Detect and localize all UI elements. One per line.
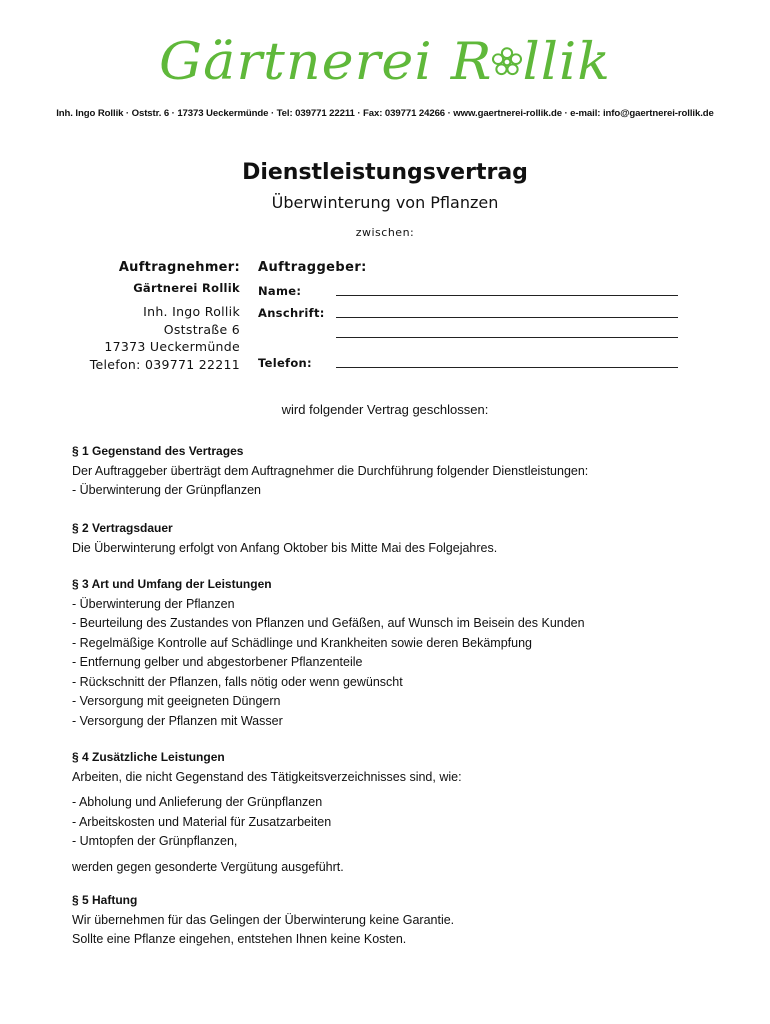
section-1 bbox=[72, 442, 712, 501]
list-item: - Rückschnitt der Pflanzen, falls nötig oder wenn gewünscht bbox=[72, 674, 403, 689]
section-title: § 3 Art und Umfang der Leistungen bbox=[72, 577, 272, 591]
client-name-field[interactable] bbox=[336, 295, 678, 296]
section-3 bbox=[72, 575, 712, 731]
list-item: - Abholung und Anlieferung der Grünpflanzen bbox=[72, 795, 323, 809]
document-title: Dienstleistungsvertrag bbox=[242, 160, 528, 185]
list-item: - Beurteilung des Zustandes von Pflanzen und Gefäßen, auf Wunsch im Beisein des Kunden bbox=[72, 616, 585, 630]
section-line: Die Überwinterung erfolgt von Anfang Oktober bis Mitte Mai des Folgejahres. bbox=[72, 540, 498, 555]
client-address-label: Anschrift: bbox=[258, 306, 325, 320]
section-4 bbox=[72, 748, 712, 877]
list-item: - Umtopfen der Grünpflanzen, bbox=[72, 834, 238, 848]
section-intro: Arbeiten, die nicht Gegenstand des Tätigkeitsverzeichnisses sind, wie: bbox=[72, 769, 462, 784]
contractor-heading: Auftragnehmer: bbox=[118, 260, 240, 275]
contact-line: Inh. Ingo Rollik · Oststr. 6 · 17373 Ueckermünde · Tel: 039771 22211 · Fax: 039771 24266 · www.gaertnerei-rollik.de · e-mail: info@gaertnerei-rollik.de bbox=[56, 108, 714, 119]
section-title: § 5 Haftung bbox=[72, 893, 138, 907]
client-block bbox=[258, 260, 678, 370]
logo-text: Gärtnerei R llik bbox=[159, 31, 611, 92]
section-title: § 2 Vertragsdauer bbox=[72, 521, 173, 535]
section-2 bbox=[72, 519, 712, 558]
client-address-field-2[interactable] bbox=[336, 337, 678, 338]
section-outro: werden gegen gesonderte Vergütung ausgeführt. bbox=[72, 859, 344, 874]
document-subtitle: Überwinterung von Pflanzen bbox=[271, 193, 499, 212]
contractor-block bbox=[90, 260, 240, 373]
client-address-field-1[interactable] bbox=[336, 317, 678, 318]
section-title: § 1 Gegenstand des Vertrages bbox=[72, 444, 244, 458]
section-line: Der Auftraggeber überträgt dem Auftragnehmer die Durchführung folgender Dienstleistungen: bbox=[72, 463, 589, 478]
flower-icon bbox=[490, 46, 524, 78]
section-5 bbox=[72, 891, 712, 950]
contractor-owner: Inh. Ingo Rollik bbox=[143, 304, 240, 319]
list-item: - Arbeitskosten und Material für Zusatzarbeiten bbox=[72, 814, 332, 829]
section-line: - Überwinterung der Grünpflanzen bbox=[72, 483, 261, 497]
client-name-label: Name: bbox=[258, 284, 302, 298]
section-line: Wir übernehmen für das Gelingen der Überwinterung keine Garantie. bbox=[72, 912, 455, 927]
list-item: - Versorgung der Pflanzen mit Wasser bbox=[72, 713, 283, 728]
section-line: Sollte eine Pflanze eingehen, entstehen Ihnen keine Kosten. bbox=[72, 932, 407, 946]
contractor-phone: Telefon: 039771 22211 bbox=[89, 356, 240, 372]
contractor-street: Oststraße 6 bbox=[163, 321, 240, 337]
contractor-city: 17373 Ueckermünde bbox=[104, 339, 240, 354]
between-label: zwischen: bbox=[355, 226, 415, 239]
list-item: - Regelmäßige Kontrolle auf Schädlinge und Krankheiten sowie deren Bekämpfung bbox=[72, 635, 533, 650]
contractor-firm: Gärtnerei Rollik bbox=[133, 281, 240, 295]
list-item: - Entfernung gelber und abgestorbener Pflanzenteile bbox=[72, 655, 363, 669]
company-logo bbox=[0, 22, 770, 102]
conclusion-statement: wird folgender Vertrag geschlossen: bbox=[281, 402, 489, 417]
client-phone-field[interactable] bbox=[336, 367, 678, 368]
list-item: - Überwinterung der Pflanzen bbox=[72, 596, 235, 611]
section-title: § 4 Zusätzliche Leistungen bbox=[72, 750, 225, 764]
client-heading: Auftraggeber: bbox=[258, 260, 367, 275]
list-item: - Versorgung mit geeigneten Düngern bbox=[72, 694, 281, 708]
client-phone-label: Telefon: bbox=[258, 356, 312, 370]
